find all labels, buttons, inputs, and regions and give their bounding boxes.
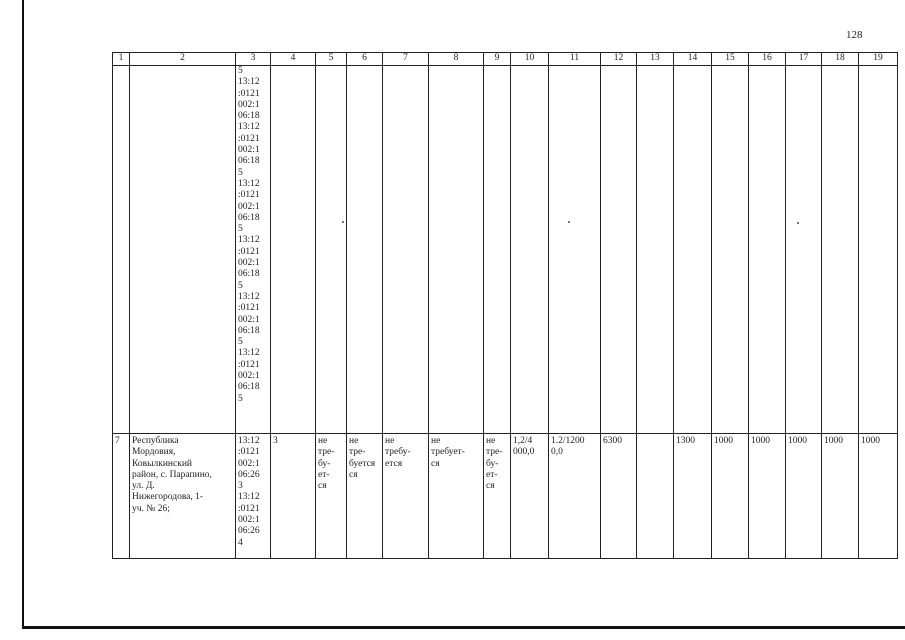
table-cell: 1300 — [674, 434, 712, 559]
column-header: 15 — [712, 53, 749, 66]
table-cell: не тре- буется ся — [347, 434, 383, 559]
table-cell: не тре- бу- ет- ся — [316, 434, 347, 559]
column-header: 6 — [347, 53, 383, 66]
table-cell — [130, 66, 236, 434]
scan-speck — [568, 221, 570, 223]
row-number-cell: 7 — [113, 434, 130, 559]
column-header: 7 — [383, 53, 429, 66]
table-cell — [429, 66, 484, 434]
table-cell — [271, 66, 316, 434]
table-row-continued — [113, 66, 898, 434]
scan-border-left — [22, 0, 24, 628]
column-header: 8 — [429, 53, 484, 66]
data-table — [112, 52, 898, 559]
table-cell — [637, 66, 674, 434]
column-header: 12 — [601, 53, 637, 66]
column-header: 13 — [637, 53, 674, 66]
scan-speck — [342, 221, 344, 223]
cadastral-numbers-cell: 13:12 :0121 002:1 06:26 3 13:12 :0121 002:1 06:26 4 — [236, 434, 271, 559]
table-cell: 1000 — [749, 434, 786, 559]
address-cell: Республика Мордовия, Ковылкинский район, с. Парапино, ул. Д. Нижегородова, 1- уч. № 26; — [130, 434, 236, 559]
table-cell: 1.2/1200 0,0 — [549, 434, 601, 559]
column-header: 3 — [236, 53, 271, 66]
table-cell — [859, 66, 898, 434]
cadastral-numbers-cell: 5 13:12 :0121 002:1 06:18 13:12 :0121 002:1 06:18 5 13:12 :0121 002:1 06:18 5 13:12 :0121 002:1 06:18 5 13:12 :0121 002:1 06:18 5 13:12 :0121 002:1 06:18 5 — [236, 66, 271, 434]
column-header: 11 — [549, 53, 601, 66]
table-cell: 6300 — [601, 434, 637, 559]
column-header: 17 — [786, 53, 822, 66]
table-cell — [549, 66, 601, 434]
scan-speck — [797, 222, 799, 224]
column-header: 19 — [859, 53, 898, 66]
column-header: 10 — [511, 53, 549, 66]
table-cell — [822, 66, 859, 434]
table-row-7 — [113, 434, 898, 559]
table-cell: 1,2/4 000,0 — [511, 434, 549, 559]
table-cell: 1000 — [786, 434, 822, 559]
column-header: 9 — [484, 53, 511, 66]
table-cell — [786, 66, 822, 434]
table-cell — [383, 66, 429, 434]
table-cell — [749, 66, 786, 434]
column-header: 5 — [316, 53, 347, 66]
column-header: 16 — [749, 53, 786, 66]
table-cell: 1000 — [712, 434, 749, 559]
table-cell: 1000 — [822, 434, 859, 559]
scan-border-bottom — [22, 626, 905, 629]
table-cell — [601, 66, 637, 434]
table-cell: не требу- ется — [383, 434, 429, 559]
table-cell: 3 — [271, 434, 316, 559]
table-cell — [674, 66, 712, 434]
table-cell — [511, 66, 549, 434]
table-cell — [113, 66, 130, 434]
column-header: 1 — [113, 53, 130, 66]
table-cell: 1000 — [859, 434, 898, 559]
column-header: 14 — [674, 53, 712, 66]
header-row — [113, 53, 898, 66]
table-cell: не тре- бу- ет- ся — [484, 434, 511, 559]
page-number: 128 — [846, 29, 863, 41]
table-cell — [347, 66, 383, 434]
table-cell — [712, 66, 749, 434]
table-cell — [484, 66, 511, 434]
table-cell — [637, 434, 674, 559]
column-header: 2 — [130, 53, 236, 66]
column-header: 18 — [822, 53, 859, 66]
table-cell — [316, 66, 347, 434]
column-header: 4 — [271, 53, 316, 66]
table-cell: не требует- ся — [429, 434, 484, 559]
